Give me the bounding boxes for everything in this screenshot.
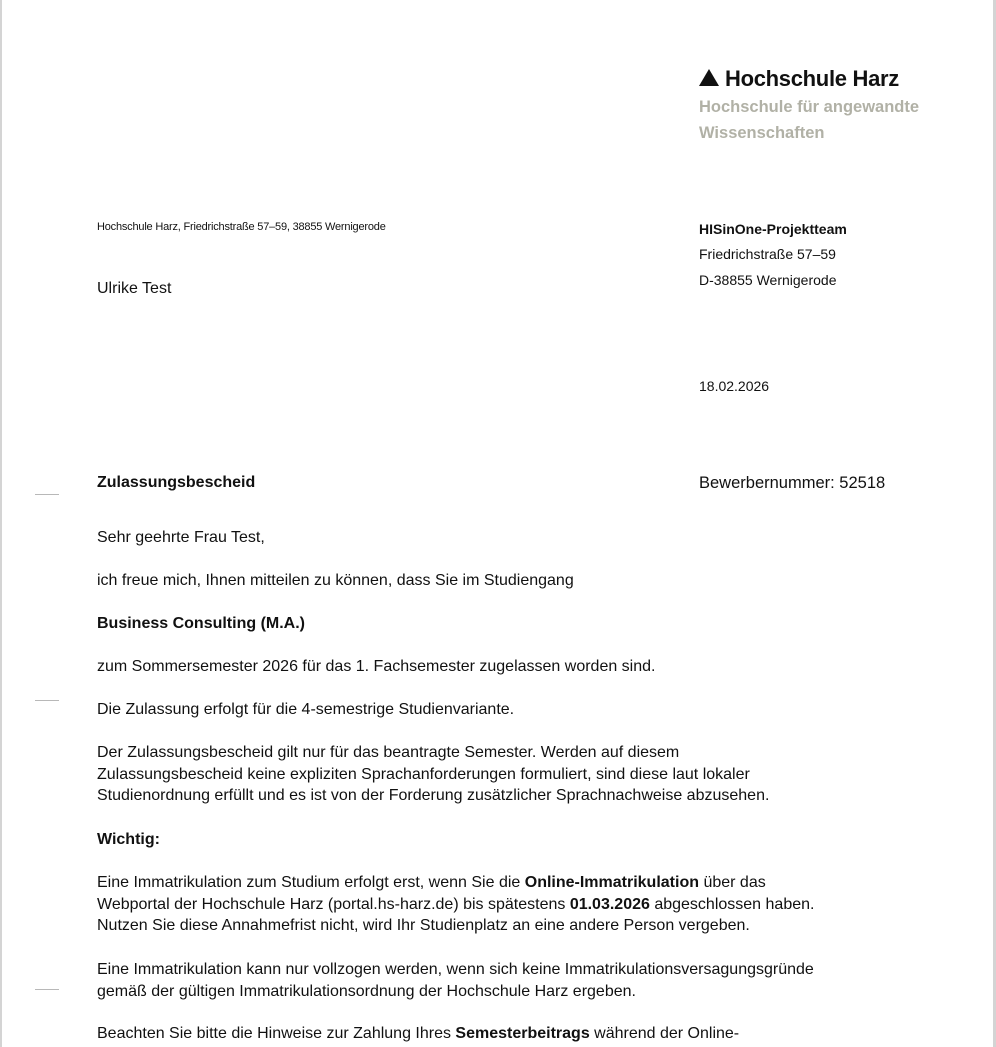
letter-subject: Zulassungsbescheid — [97, 474, 256, 491]
validity-line: Der Zulassungsbescheid gilt nur für das beantragte Semester. Werden auf diesem — [97, 744, 680, 761]
program-name: Business Consulting (M.A.) — [97, 615, 305, 632]
validity-paragraph — [97, 742, 937, 807]
text: Beachten Sie bitte die Hinweise zur Zahlung Ihres — [97, 1025, 456, 1042]
enrollment-line — [97, 894, 937, 916]
refusal-line: gemäß der gültigen Immatrikulationsordnung der Hochschule Harz ergeben. — [97, 982, 636, 1000]
text: Eine Immatrikulation zum Studium erfolgt erst, wenn Sie die — [97, 874, 525, 891]
fold-mark-middle — [35, 700, 59, 701]
fee-paragraph — [97, 1023, 937, 1045]
university-logo — [699, 66, 899, 92]
fold-mark-bottom — [35, 989, 59, 990]
fold-mark-top — [35, 494, 59, 495]
semester-paragraph: zum Sommersemester 2026 für das 1. Fachsemester zugelassen worden sind. — [97, 658, 656, 675]
refusal-paragraph — [97, 959, 937, 1002]
triangle-logo-icon — [699, 69, 719, 86]
important-heading: Wichtig: — [97, 831, 160, 848]
semester-fee-emphasis: Semesterbeitrags — [455, 1025, 590, 1042]
page-border-left — [0, 0, 2, 1047]
validity-line: Studienordnung erfüllt und es ist von der Forderung zusätzlicher Sprachnachweise abzusehen. — [97, 787, 770, 804]
text: abgeschlossen haben. — [649, 895, 815, 913]
logo-subtitle-line1: Hochschule für angewandte — [699, 98, 920, 116]
salutation: Sehr geehrte Frau Test, — [97, 529, 265, 546]
application-number: Bewerbernummer: 52518 — [699, 474, 886, 492]
contact-street: Friedrichstraße 57–59 — [699, 246, 836, 262]
validity-line: Zulassungsbescheid keine expliziten Sprachanforderungen formuliert, sind diese laut lokaler — [97, 765, 750, 783]
deadline-date: 01.03.2026 — [569, 895, 650, 913]
letter-date: 18.02.2026 — [699, 378, 770, 394]
contact-team: HISinOne-Projektteam — [699, 221, 847, 237]
text: über das — [699, 874, 766, 891]
logo-subtitle-line2: Wissenschaften — [699, 124, 825, 142]
enrollment-line — [97, 872, 937, 894]
variant-paragraph: Die Zulassung erfolgt für die 4-semestrige Studienvariante. — [97, 701, 515, 718]
contact-city: D-38855 Wernigerode — [699, 272, 837, 288]
enrollment-paragraph — [97, 872, 937, 937]
text: während der Online- — [589, 1025, 740, 1042]
text: Webportal der Hochschule Harz (portal.hs-harz.de) bis spätestens — [97, 895, 570, 913]
logo-name: Hochschule Harz — [725, 66, 899, 91]
sender-return-address: Hochschule Harz, Friedrichstraße 57–59, 38855 Wernigerode — [97, 221, 386, 233]
online-enrollment-emphasis: Online-Immatrikulation — [524, 874, 699, 891]
recipient-name: Ulrike Test — [97, 280, 172, 297]
intro-paragraph: ich freue mich, Ihnen mitteilen zu können, dass Sie im Studiengang — [97, 572, 574, 589]
enrollment-line: Nutzen Sie diese Annahmefrist nicht, wird Ihr Studienplatz an eine andere Person vergeben. — [97, 917, 750, 934]
refusal-line: Eine Immatrikulation kann nur vollzogen werden, wenn sich keine Immatrikulationsversagungsgründe — [97, 961, 814, 978]
